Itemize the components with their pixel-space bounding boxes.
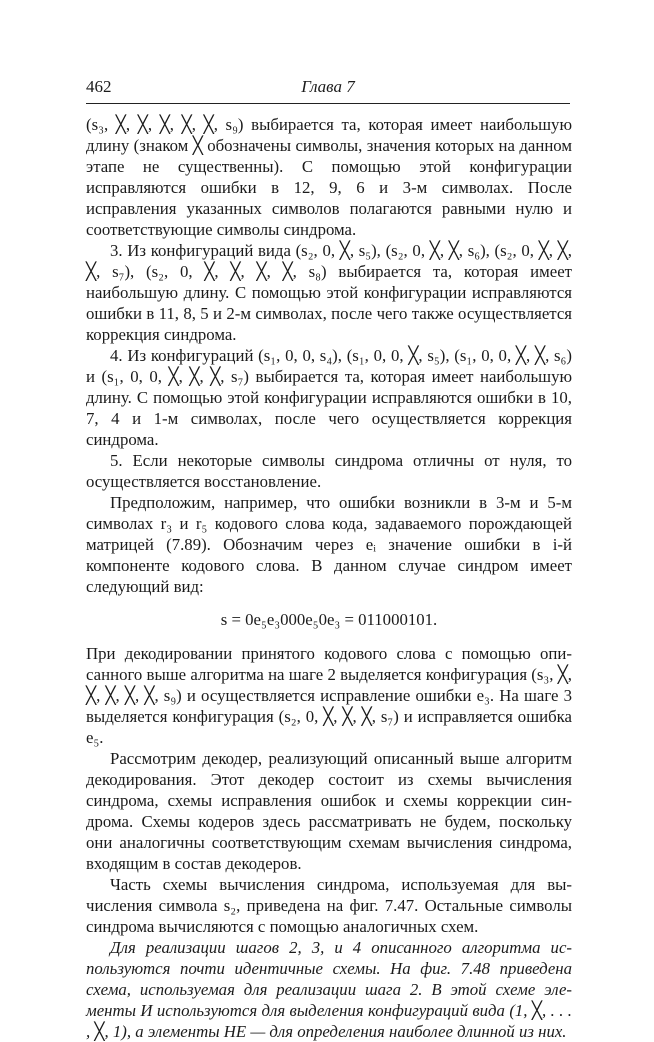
page-number: 462 <box>86 77 112 96</box>
paragraph-step-5: 5. Если некоторые символы синдрома отличны от нуля, то осуществляется восстановление. <box>86 451 572 491</box>
running-title: Глава 7 <box>301 77 355 96</box>
paragraph-step-3: 3. Из конфигураций вида (s₂, 0, ╳, s₅), (s₂, 0, ╳, ╳, s₆), (s₂, 0, ╳, ╳, ╳, s₇), (s₂, 0, ╳, ╳, ╳, ╳, s₈) выбирается та, которая имеет наибольшую длину. С помощью этой конфигурации исправляются ошибки в 11, 8, 5 и 2-м символах, после чего также осуществляется коррекция синдрома. <box>86 241 572 344</box>
page-header <box>86 76 570 98</box>
paragraph-continuation: (s₃, ╳, ╳, ╳, ╳, ╳, s₉) выбирается та, которая имеет наибольшую длину (знаком ╳ обозначены символы, значения которых на данном этапе не существенны). С помощью этой конфигурации исправляются ошибки в 12, 9, 6 и 3-м символах. После исправления указанных символов полагаются равными нулю и соответствующие символы синдрома. <box>86 115 572 239</box>
paragraph-step-4: 4. Из конфигураций (s₁, 0, 0, s₄), (s₁, 0, 0, ╳, s₅), (s₁, 0, 0, ╳, ╳, s₆) и (s₁, 0, 0, ╳, ╳, ╳, s₇) выбирается та, которая имеет наибольшую длину. С помощью этой конфигурации исправляются ошибки в 10, 7, 4 и 1-м символах, после чего осуществляется коррекция синдрома. <box>86 346 572 449</box>
paragraph-example: Предположим, например, что ошибки возникли в 3-м и 5-м символах r₃ и r₅ кодового слова кода, задаваемого порождающей матрицей (7.89). Обозначим через eᵢ значение ошибки в i-й компоненте кодового слова. В данном случае синдром имеет следующий вид: <box>86 493 572 596</box>
paragraph-steps-circuits: Для реализации шагов 2, 3, и 4 описанного алгоритма используются почти идентичные схемы. На фиг. 7.48 приведена схема, используемая для реализации шага 2. В этой схеме элементы И используются для выделения конфигураций вида (1, ╳, . . . , ╳, 1), а элементы НЕ — для определения наиболее длинной из них. <box>86 938 572 1041</box>
syndrome-formula: s = 0e₅e₃000e₅0e₃ = 011000101. <box>220 610 438 629</box>
paragraph-decoding: При декодировании принятого кодового слова с помощью описанного выше алгоритма на шаге 2 выделяется конфигурация (s₃, ╳, ╳, ╳, ╳, ╳, s₉) и осуществляется исправление ошибки e₃. На шаге 3 выделяется конфигурация (s₂, 0, ╳, ╳, ╳, s₇) и исправляется ошибка e₅. <box>86 644 572 747</box>
header-rule <box>86 103 570 104</box>
page-body <box>86 114 572 1042</box>
paragraph-decoder: Рассмотрим декодер, реализующий описанный выше алгоритм декодирования. Этот декодер состоит из схемы вычисления синдрома, схемы исправления ошибок и схемы коррекции синдрома. Схемы кодеров здесь рассматривать не будем, поскольку они аналогичны соответствующим схемам вычисления синдрома, входящим в состав декодеров. <box>86 749 572 873</box>
paragraph-syndrome-circuit: Часть схемы вычисления синдрома, используемая для вычисления символа s₂, приведена на фиг. 7.47. Остальные символы синдрома вычисляются с помощью аналогичных схем. <box>86 875 572 936</box>
